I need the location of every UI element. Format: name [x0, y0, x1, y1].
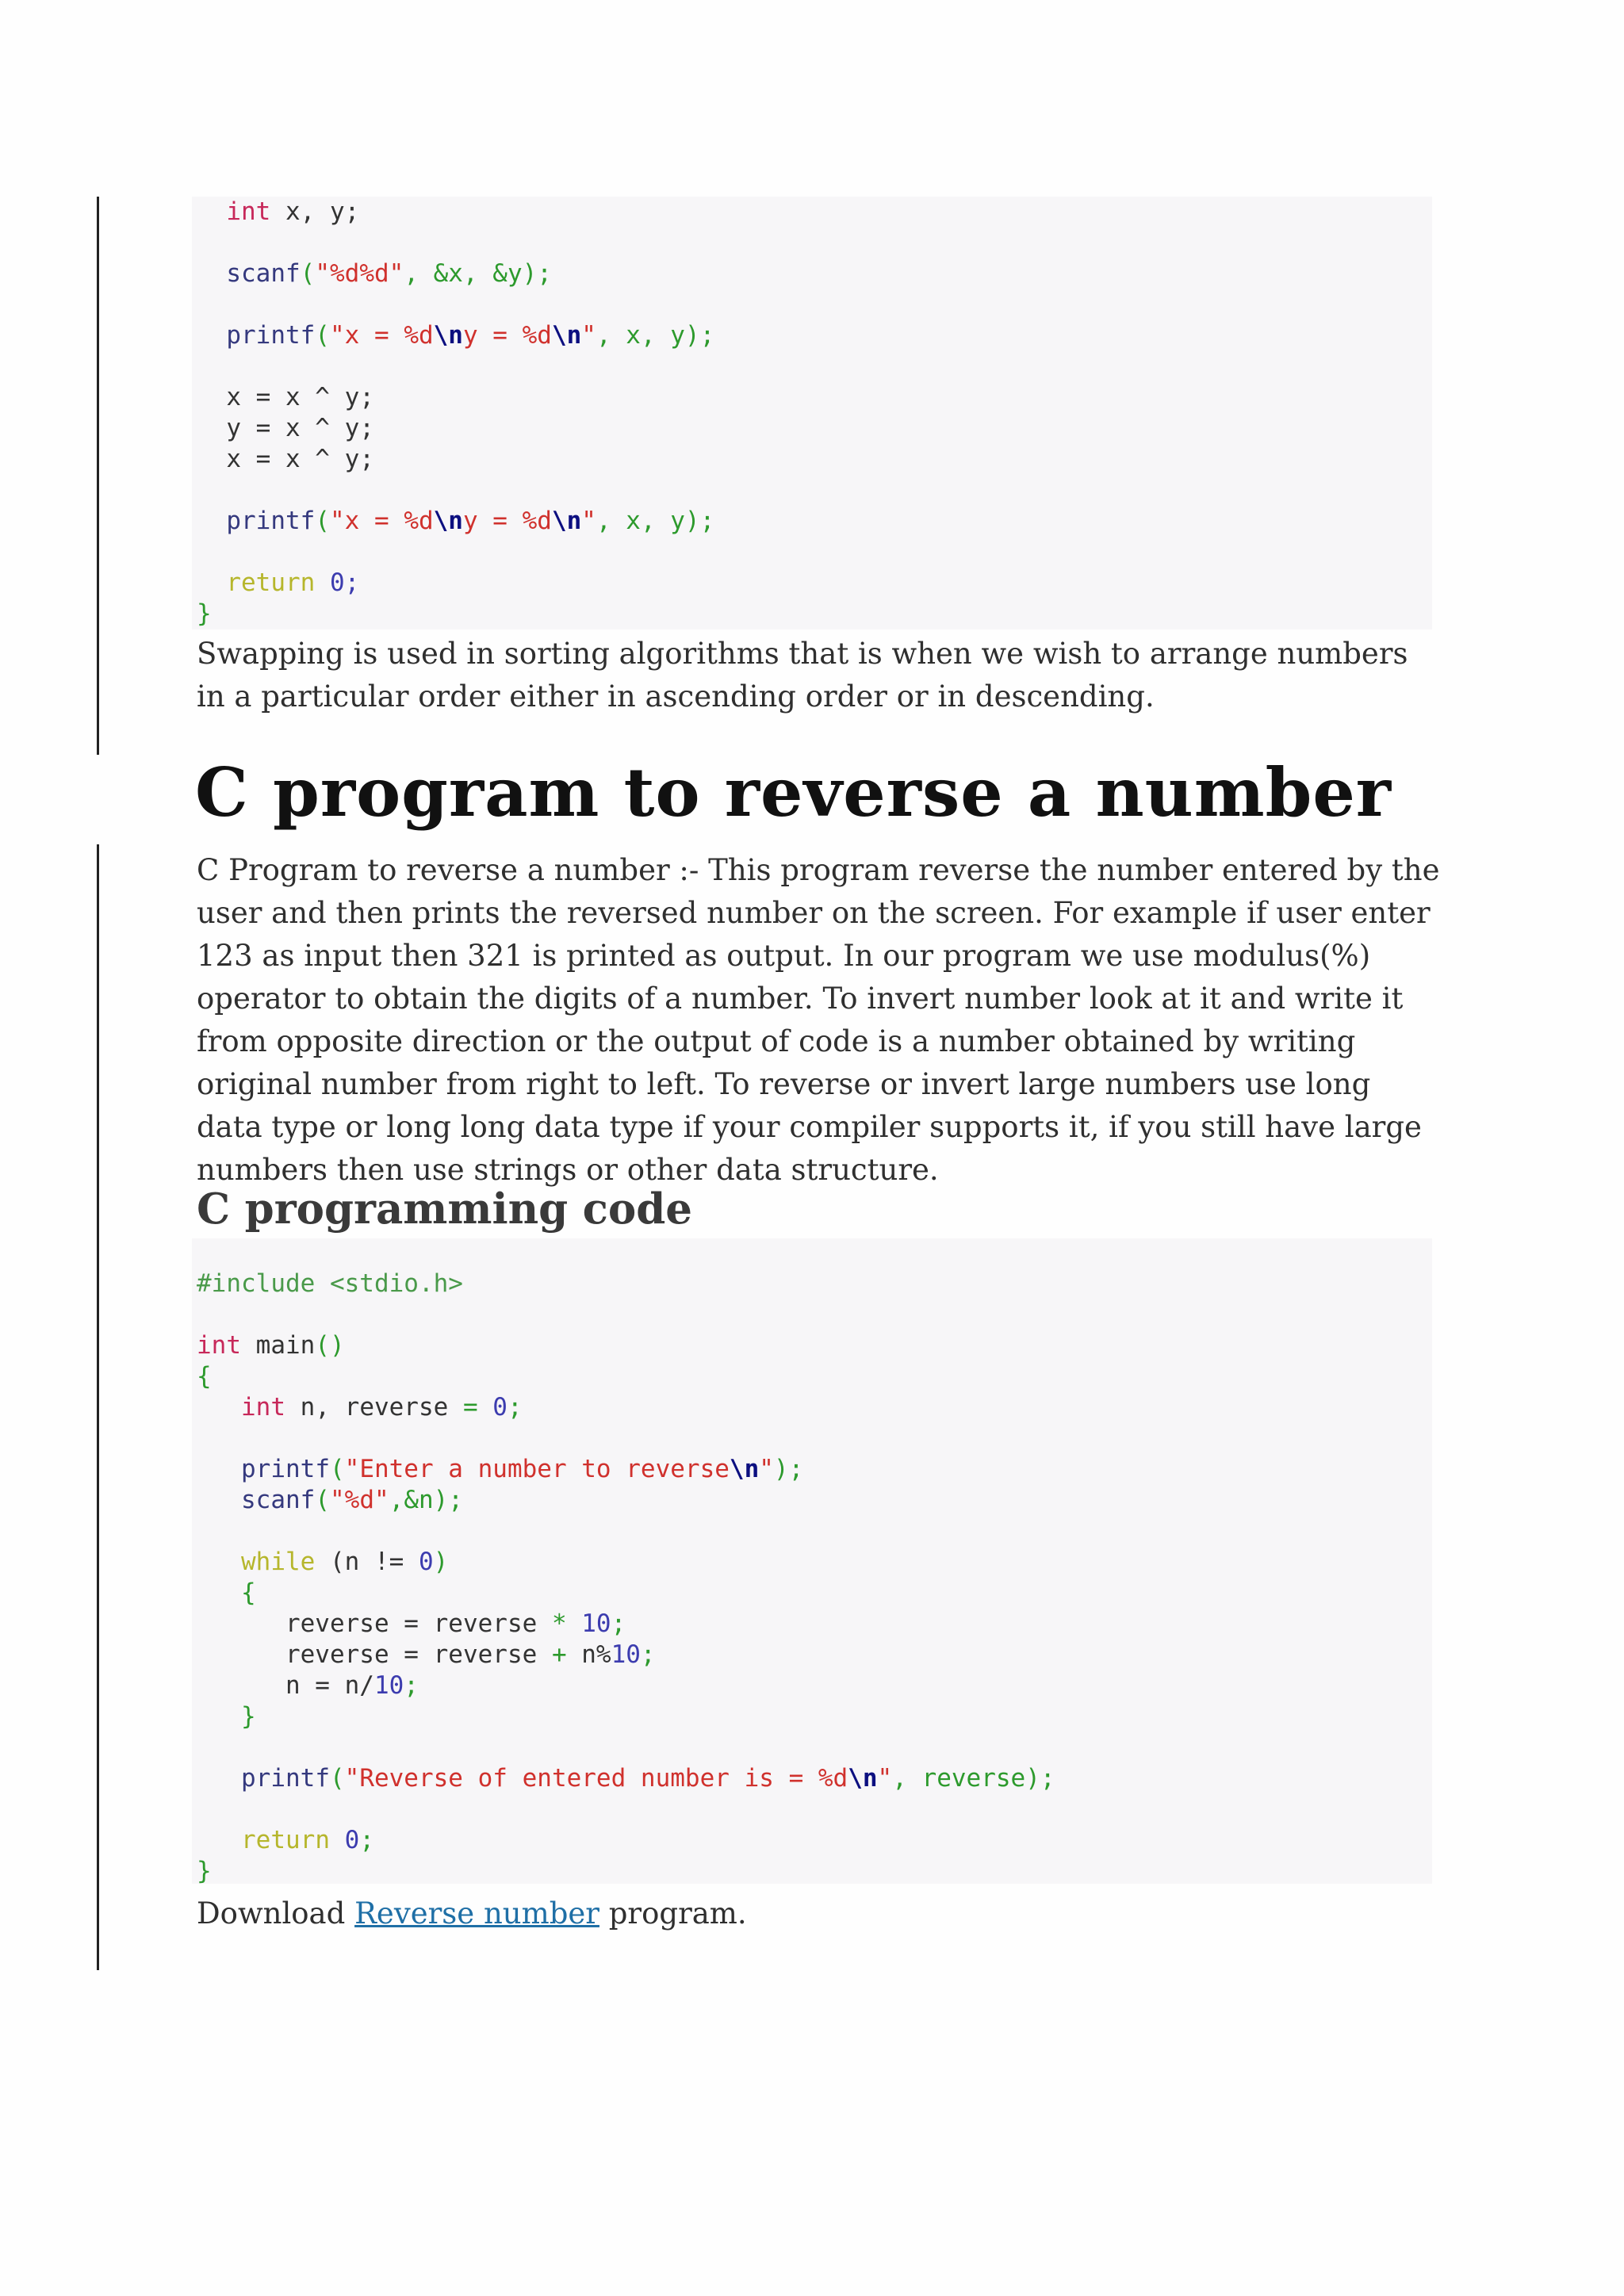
code-token: printf [226, 507, 316, 535]
code-token: while [241, 1548, 316, 1576]
code-token: return [226, 568, 316, 597]
code-token: y = [462, 321, 523, 350]
code-token: "%d%d" [315, 259, 404, 288]
code-token: "x = [329, 321, 404, 350]
code-token: ; [359, 1826, 374, 1854]
code-token: ( [329, 1764, 345, 1793]
paragraph-swap: Swapping is used in sorting algorithms that is when we wish to arrange numbers in a particular order either in ascending order or in descending. [197, 637, 1408, 714]
code-token: } [197, 599, 212, 628]
left-rule-bottom [97, 844, 99, 1970]
code-token: return [241, 1826, 330, 1854]
code-token: 10 [581, 1609, 611, 1638]
code-token: " [581, 321, 596, 350]
code-token: { [197, 1362, 212, 1391]
code-token: (n != [315, 1548, 419, 1576]
code-token: " [877, 1764, 893, 1793]
code-token: 10 [611, 1640, 641, 1669]
code-token: scanf [226, 259, 301, 288]
code-token: 0 [418, 1548, 434, 1576]
code-token: } [241, 1702, 256, 1731]
code-token: ); [773, 1455, 804, 1483]
code-token: reverse = reverse [285, 1640, 552, 1669]
code-token: } [197, 1857, 212, 1885]
code-token: ; [404, 1671, 419, 1700]
code-token: %d [404, 321, 434, 350]
code-token: #include <stdio.h> [197, 1269, 463, 1298]
page-title: C program to reverse a number [195, 753, 1392, 832]
code-token: %d [818, 1764, 848, 1793]
download-link[interactable]: Reverse number [354, 1896, 599, 1931]
download-prefix: Download [197, 1896, 355, 1931]
code-token: " [759, 1455, 774, 1483]
code-token: "Enter a number to reverse [344, 1455, 730, 1483]
code-token: n% [581, 1640, 611, 1669]
code-token: , reverse); [892, 1764, 1055, 1793]
code-token: \n [551, 321, 582, 350]
code-token: 10 [373, 1671, 404, 1700]
code-token: "Reverse of entered number is = [344, 1764, 818, 1793]
code-token: main [241, 1331, 316, 1360]
code-token: reverse = reverse [285, 1609, 552, 1638]
code-token: * [551, 1609, 582, 1638]
code-token: 0; [315, 568, 360, 597]
code-token: ; [640, 1640, 656, 1669]
code-token: = [462, 1393, 493, 1422]
code-token: \n [848, 1764, 878, 1793]
code-token: n = n/ [285, 1671, 374, 1700]
code-token: int [241, 1393, 285, 1422]
download-line [197, 1892, 1442, 1935]
code-token: x = x ^ y; [226, 445, 374, 473]
code-token: ; [611, 1609, 626, 1638]
code-token: int [226, 197, 271, 226]
code-token: \n [433, 321, 463, 350]
code-token: printf [241, 1764, 330, 1793]
code-token: \n [729, 1455, 760, 1483]
code-token: ) [433, 1548, 449, 1576]
code-token: \n [433, 507, 463, 535]
code-token: , x, y); [596, 507, 715, 535]
code-token: ( [300, 259, 316, 288]
download-suffix: program. [599, 1896, 747, 1931]
code-token: y = [462, 507, 523, 535]
code-token: ( [315, 1486, 330, 1514]
code-token: { [241, 1578, 256, 1607]
code-block-swap [197, 197, 714, 629]
code-token: y = x ^ y; [226, 414, 374, 442]
code-token: ,&n); [389, 1486, 463, 1514]
code-token: 0 [329, 1826, 360, 1854]
code-token: ( [315, 507, 330, 535]
code-token: 0 [492, 1393, 508, 1422]
code-token: ( [329, 1455, 345, 1483]
code-token: \n [551, 507, 582, 535]
code-token: printf [241, 1455, 330, 1483]
code-block-reverse [197, 1269, 1055, 1887]
code-token: "x = [329, 507, 404, 535]
code-token: " [581, 507, 596, 535]
code-token: , x, y); [596, 321, 715, 350]
paragraph-intro: C Program to reverse a number :- This program reverse the number entered by the user and then prints the reversed number on the screen. For example if user enter 123 as input then 321 is printed as output. In our program we use modulus(%) operator to obtain the digits of a number. To invert number look at it and write it from opposite direction or the output of code is a number obtained by writing original number from right to left. To reverse or invert large numbers use long data type or long long data type if your compiler supports it, if you still have large numbers then use strings or other data structure. [197, 853, 1440, 1187]
code-token: x, y; [270, 197, 360, 226]
code-token: printf [226, 321, 316, 350]
code-token: ; [507, 1393, 523, 1422]
section-heading: C programming code [197, 1184, 693, 1234]
code-token: x = x ^ y; [226, 383, 374, 411]
code-token: ( [315, 321, 330, 350]
code-token: + [551, 1640, 582, 1669]
code-token: "%d" [330, 1486, 389, 1514]
code-token: n, reverse [285, 1393, 463, 1422]
code-token: %d [522, 321, 552, 350]
code-token: %d [522, 507, 552, 535]
code-token: int [197, 1331, 241, 1360]
code-token: scanf [241, 1486, 316, 1514]
code-token: () [315, 1331, 345, 1360]
left-rule-top [97, 197, 99, 755]
code-token: %d [404, 507, 434, 535]
code-token: , &x, &y); [404, 259, 552, 288]
